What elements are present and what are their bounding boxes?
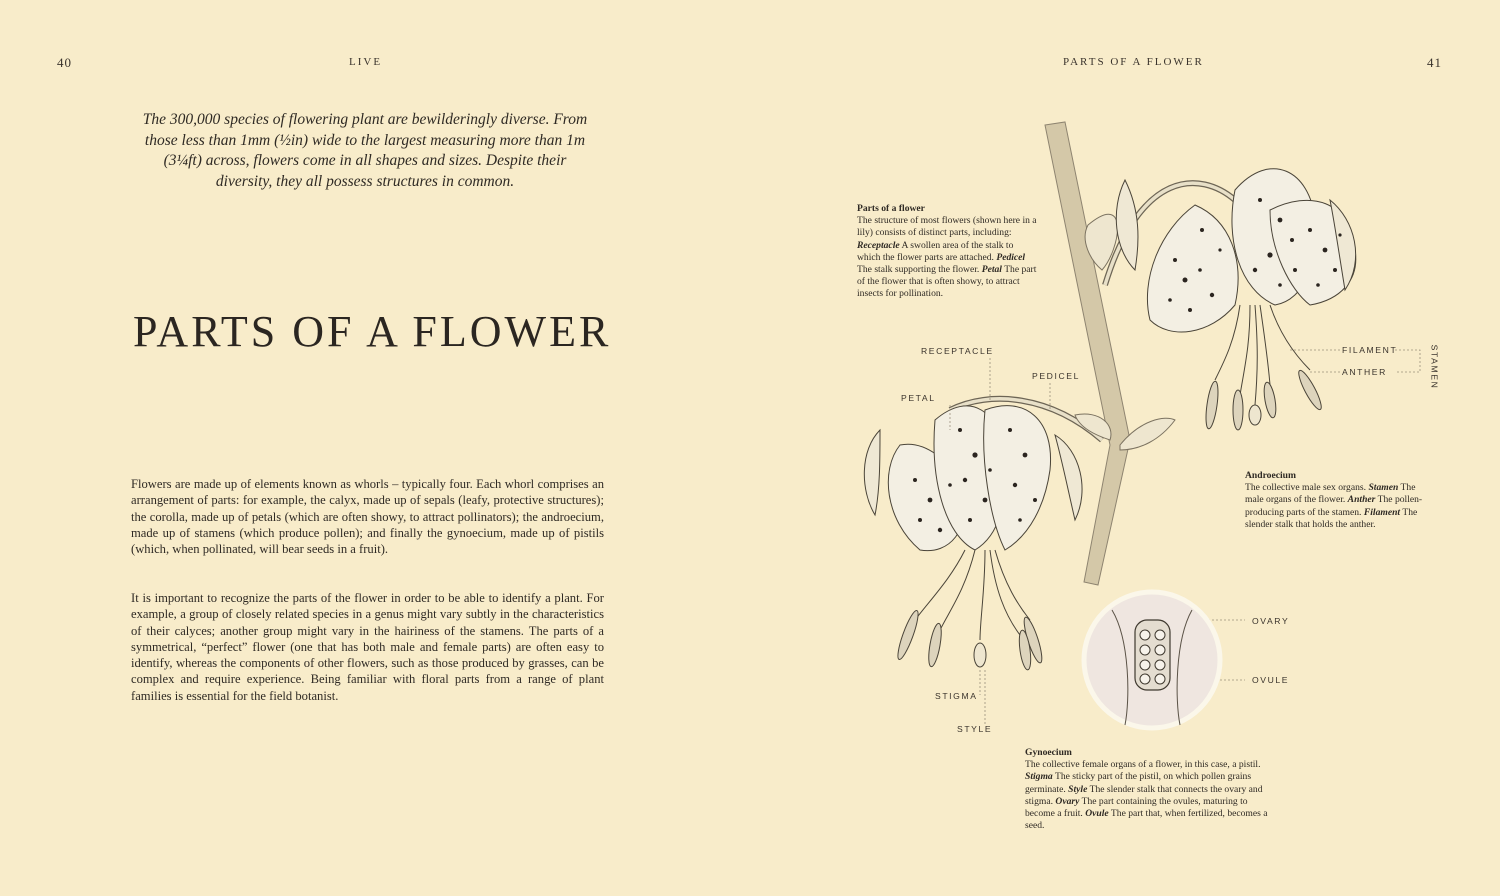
upper-anthers [1204,368,1325,430]
label-stigma: STIGMA [935,691,978,701]
term-ovary: Ovary [1055,795,1080,807]
ovary-detail [1084,592,1220,728]
label-stamen: STAMEN [1429,344,1440,390]
intro-text: The 300,000 species of flowering plant are bewilderingly diverse. From those less than 1mm (½in) wide to the largest measuring more than 1m (3¼ft) across, flowers come in all shapes and sizes. Despite their diversity, they all possess structures in common. [142,111,588,190]
term-filament: Filament [1363,506,1401,518]
label-anther: ANTHER [1342,367,1387,377]
right-running-head: PARTS OF A FLOWER [1063,56,1204,68]
upper-flower [1116,169,1355,332]
label-ovule: OVULE [1252,675,1290,685]
def-anther: The pollen-producing parts of the stamen. [1245,494,1423,518]
def-stigma: The sticky part of the pistil, on which pollen grains germinate. [1025,771,1252,795]
term-stigma: Stigma [1025,771,1053,783]
left-page-number: 40 [57,55,72,70]
body-paragraph-1: Flowers are made up of elements known as whorls – typically four. Each whorl comprises an arrangement of parts: for example, the calyx, made up of sepals (leafy, protective structures); the corolla, made up of petals (which are often showy, to attract pollinators); the androecium, made up of stamens (which produce pollen); and finally the gynoecium, made up of pistils (which, when pollinated, will bear seeds in a fruit). [131,477,604,557]
label-pedicel: PEDICEL [1032,371,1080,381]
left-running-head: LIVE [349,56,383,68]
term-stamen: Stamen [1368,482,1399,494]
label-petal: PETAL [901,393,936,403]
parts-caption [857,203,1037,301]
stem [1045,122,1130,585]
term-receptacle: Receptacle [857,239,900,251]
androecium-caption-intro: The collective male sex organs. [1245,482,1367,494]
parts-caption-heading: Parts of a flower [857,203,925,214]
term-ovule: Ovule [1085,808,1109,820]
def-stamen: The male organs of the flower. [1245,482,1416,506]
page-title: PARTS OF A FLOWER [133,307,612,356]
androecium-caption [1245,470,1425,531]
def-style: The slender stalk that connects the ovary and stigma. [1025,783,1263,807]
upper-stamens [1215,305,1310,405]
term-pedicel: Pedicel [996,251,1026,263]
lower-anthers [894,609,1045,671]
def-ovule: The part that, when fertilized, becomes a seed. [1025,808,1268,832]
parts-caption-intro: The structure of most flowers (shown here in a lily) consists of distinct parts, including: [857,215,1037,239]
def-petal: The part of the flower that is often showy, to attract insects for pollination. [857,264,1037,300]
label-style: STYLE [957,724,993,734]
lower-flower [864,406,1082,551]
label-ovary: OVARY [1252,616,1290,626]
label-receptacle: RECEPTACLE [921,346,994,356]
term-style: Style [1068,783,1088,795]
def-ovary: The part containing the ovules, maturing to become a fruit. [1025,795,1248,820]
def-pedicel: The stalk supporting the flower. [857,264,980,276]
lower-stamens [915,550,1030,640]
def-receptacle: A swollen area of the stalk to which the flower parts are attached. [857,239,1014,263]
androecium-caption-heading: Androecium [1245,470,1296,481]
gynoecium-caption-intro: The collective female organs of a flower, in this case, a pistil. [1025,759,1261,771]
def-filament: The slender stalk that holds the anther. [1245,506,1418,530]
label-filament: FILAMENT [1342,345,1398,355]
gynoecium-caption-heading: Gynoecium [1025,747,1072,758]
term-petal: Petal [981,264,1002,276]
body-paragraph-2: It is important to recognize the parts of the flower in order to be able to identify a plant. For example, a group of closely related species in a genus might vary subtly in the characteristics of their calyces; another group might vary in the hairiness of the stamens. The parts of a symmetrical, “perfect” flower (one that has both male and female parts) are often easy to identify, whereas the components of other flowers, such as those produced by grasses, can be complex and require experience. Being familiar with floral parts from a range of plant families is essential for the field botanist. [131,591,604,703]
term-anther: Anther [1347,494,1376,506]
gynoecium-caption [1025,747,1275,832]
right-page-number: 41 [1427,55,1442,70]
